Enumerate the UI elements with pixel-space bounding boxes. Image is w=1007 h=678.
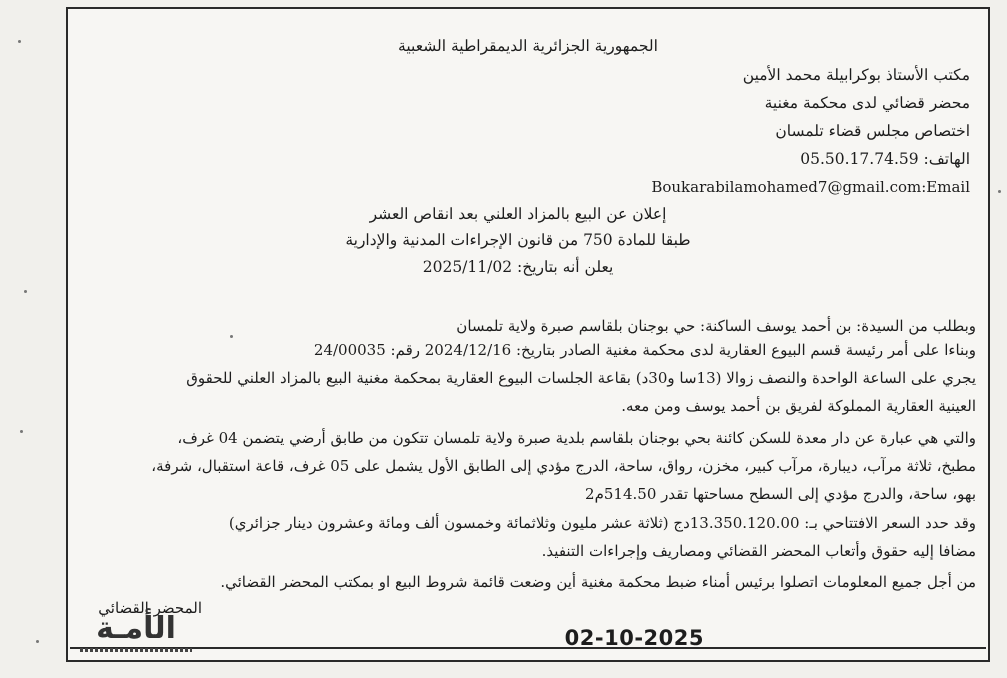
auction-date: يعلن أنه بتاريخ: 2025/11/02 bbox=[422, 258, 614, 276]
legal-reference: طبقا للمادة 750 من قانون الإجراءات المدنية والإدارية bbox=[345, 231, 691, 249]
body-line: من أجل جميع المعلومات اتصلوا برئيس أمناء ضبط محكمة مغنية أين وضعت قائمة شروط البيع او بمكتب المحضر القضائي. bbox=[220, 573, 976, 591]
paper-speck bbox=[20, 430, 23, 433]
jurisdiction: اختصاص مجلس قضاء تلمسان bbox=[775, 122, 970, 140]
court-name: محضر قضائي لدى محكمة مغنية bbox=[764, 94, 970, 112]
email-address: Boukarabilamohamed7@gmail.com:Email bbox=[651, 178, 970, 196]
logo-underline bbox=[80, 648, 192, 652]
body-line: وقد حدد السعر الافتتاحي بـ: 13.350.120.00دج (ثلاثة عشر مليون وثلاثمائة وخمسون ألف ومائة وعشرون دينار جزائري) bbox=[228, 514, 976, 532]
body-line: يجري على الساعة الواحدة والنصف زوالا (13سا و30د) بقاعة الجلسات البيوع العقارية بمحكمة مغنية البيع بالمزاد العلني للحقوق bbox=[186, 369, 976, 387]
logo-text: الأمـة bbox=[96, 611, 176, 646]
paper-speck bbox=[36, 640, 39, 643]
bailiff-signature: المحضر القضائي bbox=[98, 599, 202, 617]
body-line: والتي هي عبارة عن دار معدة للسكن كائنة بحي بوجنان بلقاسم بلدية صبرة ولاية تلمسان تتكون من طابق أرضي يتضمن 04 غرف، bbox=[177, 429, 976, 447]
phone-number: الهاتف: 05.50.17.74.59 bbox=[800, 150, 970, 168]
footer-divider bbox=[70, 647, 986, 649]
republic-heading: الجمهورية الجزائرية الديمقراطية الشعبية bbox=[398, 37, 658, 55]
notice-title: إعلان عن البيع بالمزاد العلني بعد انقاص العشر bbox=[369, 205, 667, 223]
paper-speck bbox=[24, 290, 27, 293]
notice-frame bbox=[66, 7, 990, 662]
paper-speck bbox=[230, 335, 233, 338]
paper-speck bbox=[998, 190, 1001, 193]
publication-date: 02-10-2025 bbox=[564, 626, 704, 650]
office-name: مكتب الأستاذ بوكرابيلة محمد الأمين bbox=[742, 66, 970, 84]
body-line: مطبخ، ثلاثة مرآب، ديبارة، مرآب كبير، مخزن، رواق، ساحة، الدرج مؤدي إلى الطابق الأول يشمل على 05 غرف، قاعة استقبال، شرفة، bbox=[151, 457, 976, 475]
body-line: وبناءا على أمر رئيسة قسم البيوع العقارية لدى محكمة مغنية الصادر بتاريخ: 2024/12/16 رقم: 24/00035 bbox=[313, 341, 976, 359]
body-line: مضافا إليه حقوق وأتعاب المحضر القضائي ومصاريف وإجراءات التنفيذ. bbox=[541, 542, 976, 560]
body-line: وبطلب من السيدة: بن أحمد يوسف الساكنة: حي بوجنان بلقاسم صبرة ولاية تلمسان bbox=[456, 317, 976, 335]
body-line: بهو، ساحة، والدرج مؤدي إلى السطح مساحتها تقدر 514.50م2 bbox=[585, 485, 976, 503]
body-line: العينية العقارية المملوكة لفريق بن أحمد يوسف ومن معه. bbox=[621, 397, 976, 415]
newspaper-logo bbox=[78, 612, 194, 652]
paper-speck bbox=[18, 40, 21, 43]
